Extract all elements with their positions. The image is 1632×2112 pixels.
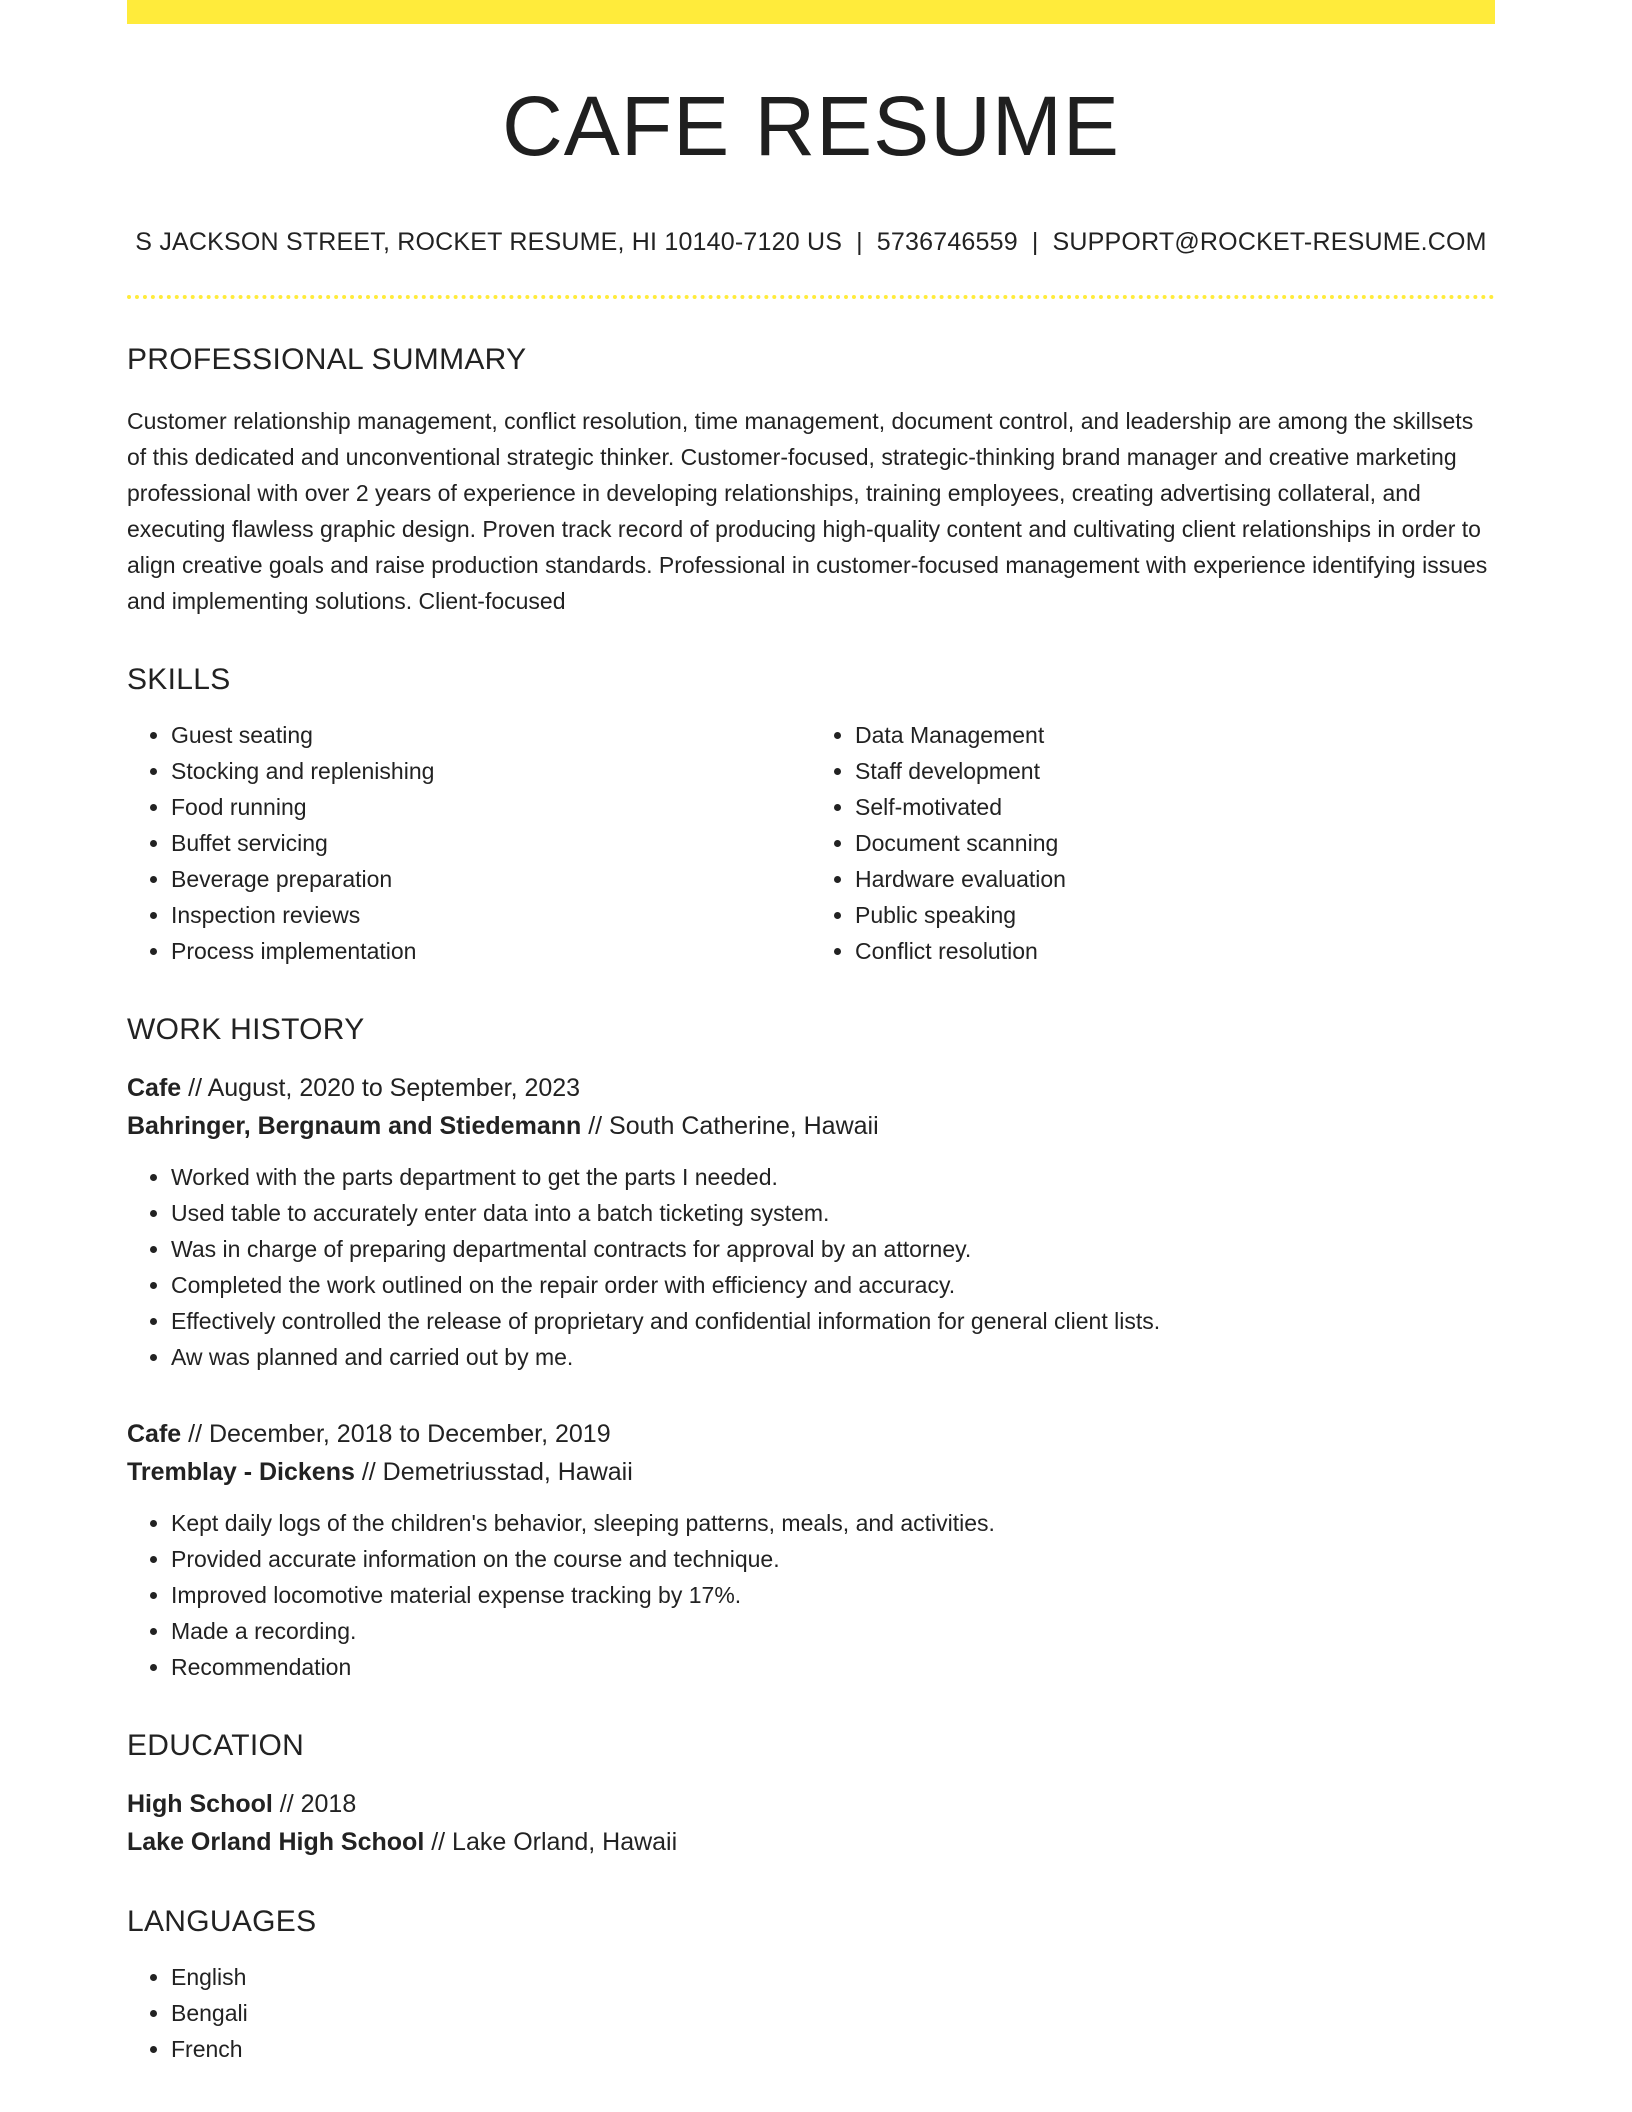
job-bullets: [127, 1159, 1495, 1375]
skill-item: • Beverage preparation: [171, 861, 811, 897]
section-title-summary: PROFESSIONAL SUMMARY: [127, 343, 527, 376]
skill-item: • Self-motivated: [855, 789, 1495, 825]
contact-separator: |: [1031, 228, 1039, 256]
job-title-line: [127, 1069, 1495, 1107]
skills-column-left: [127, 717, 811, 969]
job-bullet: • Kept daily logs of the children's behavior, sleeping patterns, meals, and activities.: [171, 1505, 1495, 1541]
education-school-line: [127, 1823, 1495, 1861]
job-company: Tremblay - Dickens: [127, 1458, 355, 1486]
skill-item: • Stocking and replenishing: [171, 753, 811, 789]
skills-column-right: [811, 717, 1495, 969]
job-location: // Demetriusstad, Hawaii: [354, 1458, 633, 1486]
job-entry: [127, 1069, 1495, 1375]
job-bullet: • Completed the work outlined on the repair order with efficiency and accuracy.: [171, 1267, 1495, 1303]
contact-email: SUPPORT@ROCKET-RESUME.COM: [1052, 228, 1487, 256]
job-title-line: [127, 1415, 1495, 1453]
dotted-divider: [127, 295, 1495, 299]
section-title-education: EDUCATION: [127, 1729, 305, 1762]
skill-item: • Buffet servicing: [171, 825, 811, 861]
section-title-skills: SKILLS: [127, 663, 231, 696]
languages-list: [127, 1959, 1495, 2067]
contact-phone: 5736746559: [876, 228, 1018, 256]
job-company: Bahringer, Bergnaum and Stiedemann: [127, 1112, 582, 1140]
skills-list: [127, 717, 1495, 969]
job-bullet: • Recommendation: [171, 1649, 1495, 1685]
skill-item: • Staff development: [855, 753, 1495, 789]
job-bullet: • Made a recording.: [171, 1613, 1495, 1649]
job-role: Cafe: [127, 1074, 182, 1102]
language-item: • English: [171, 1959, 1495, 1995]
education-year: // 2018: [272, 1790, 357, 1818]
education-degree-line: [127, 1785, 1495, 1823]
job-location: // South Catherine, Hawaii: [581, 1112, 879, 1140]
skill-item: • Guest seating: [171, 717, 811, 753]
skill-item: • Inspection reviews: [171, 897, 811, 933]
language-item: • French: [171, 2031, 1495, 2067]
resume-title: CAFE RESUME: [502, 79, 1120, 173]
job-bullets: [127, 1505, 1495, 1685]
job-bullet: • Effectively controlled the release of proprietary and confidential information for general client lists.: [171, 1303, 1495, 1339]
job-bullet: • Provided accurate information on the course and technique.: [171, 1541, 1495, 1577]
job-bullet: • Aw was planned and carried out by me.: [171, 1339, 1495, 1375]
job-role: Cafe: [127, 1420, 182, 1448]
language-item: • Bengali: [171, 1995, 1495, 2031]
contact-address: S JACKSON STREET, ROCKET RESUME, HI 10140-7120 US: [135, 228, 843, 256]
summary-text: Customer relationship management, conflict resolution, time management, document control, and leadership are among the skillsets of this dedicated and unconventional strategic thinker. Customer-focused, strategic-thinking brand manager and creative marketing professional with over 2 years of experience in developing relationships, training employees, creating advertising collateral, and executing flawless graphic design. Proven track record of producing high-quality content and cultivating client relationships in order to align creative goals and raise production standards. Professional in customer-focused management with experience identifying issues and implementing solutions. Client-focused: [127, 408, 1488, 614]
resume-page: [127, 0, 1495, 2067]
education-degree: High School: [127, 1790, 273, 1818]
job-bullet: • Worked with the parts department to get the parts I needed.: [171, 1159, 1495, 1195]
job-bullet: • Used table to accurately enter data into a batch ticketing system.: [171, 1195, 1495, 1231]
skill-item: • Document scanning: [855, 825, 1495, 861]
education-entry: [127, 1785, 1495, 1861]
job-company-line: [127, 1107, 1495, 1145]
job-company-line: [127, 1453, 1495, 1491]
skill-item: • Conflict resolution: [855, 933, 1495, 969]
skill-item: • Process implementation: [171, 933, 811, 969]
skill-item: • Hardware evaluation: [855, 861, 1495, 897]
education-location: // Lake Orland, Hawaii: [424, 1828, 678, 1856]
section-title-work-history: WORK HISTORY: [127, 1013, 365, 1046]
skill-item: • Food running: [171, 789, 811, 825]
section-title-languages: LANGUAGES: [127, 1905, 317, 1938]
job-entry: [127, 1415, 1495, 1685]
job-bullet: • Was in charge of preparing departmental contracts for approval by an attorney.: [171, 1231, 1495, 1267]
skill-item: • Data Management: [855, 717, 1495, 753]
contact-line: [127, 228, 1495, 257]
contact-separator: |: [856, 228, 863, 256]
job-dates: // December, 2018 to December, 2019: [181, 1420, 611, 1448]
job-dates: // August, 2020 to September, 2023: [181, 1074, 581, 1102]
skill-item: • Public speaking: [855, 897, 1495, 933]
job-bullet: • Improved locomotive material expense tracking by 17%.: [171, 1577, 1495, 1613]
education-school: Lake Orland High School: [127, 1828, 425, 1856]
top-accent-bar: [127, 0, 1495, 24]
